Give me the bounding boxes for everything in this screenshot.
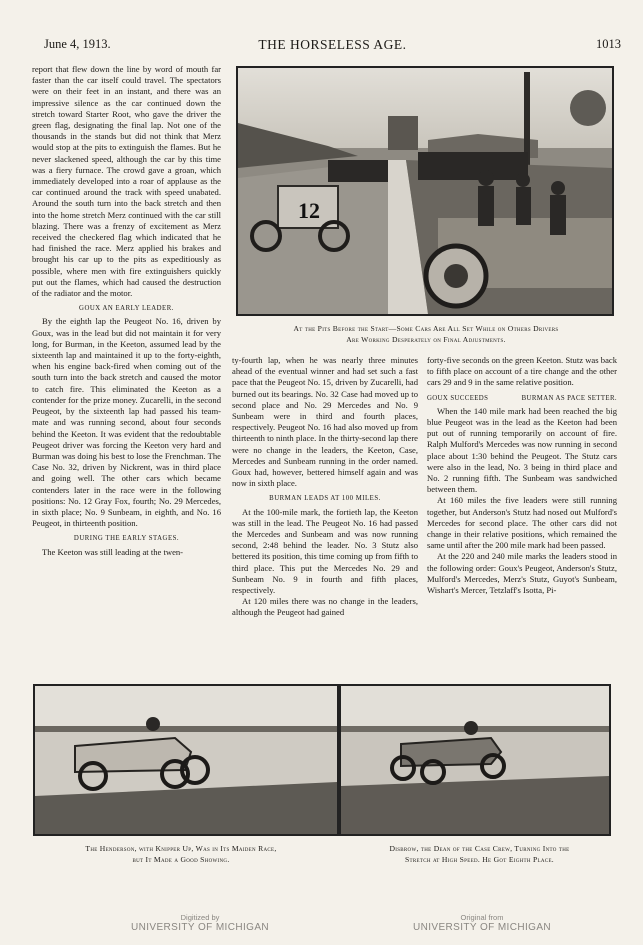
paragraph: When the 140 mile mark had been reached the big blue Peugeot was in the lead as the Keeton had been put out of running temporarily on account of fire. Ralph Mulford's Mercedes was now running in second place about 1:30 behind the Peugeot. The Stutz cars were also in the lead, No. 3 being in third place and No. 2 running fifth. The Sunbeam was sandwiched between them. (427, 405, 617, 495)
paragraph: At the 220 and 240 mile marks the leaders stood in the following order: Goux's Peugeot, Anderson's Stutz, Mulford's Mercedes, Merz's Stutz, Guyot's Sunbeam, Wishart's Mercer, Tetzlaff's Isotta, Pi- (427, 551, 617, 596)
subheading: BURMAN LEADS AT 100 MILES. (269, 495, 381, 503)
digitized-by-watermark: Digitized by UNIVERSITY OF MICHIGAN (130, 913, 270, 933)
paragraph: By the eighth lap the Peugeot No. 16, driven by Goux, was in the lead but did not maintain it for very long, for Burman, in the Keeton, assumed lead by the sixteenth lap and maintained it up to the forty-eighth, when his engine back-fired when coming out of the south turn into the back stretch and caused the motor to catch fire. This eliminated the Keeton as a contender for the prize money. Zucarelli, in the second Peugeot, by the sixteenth lap had passed his team-mate and was running second, about four seconds behind the Keeton. It was evident that the redoubtable Peugeot driver was forcing the Keeton very hard and Burman was doing his best to lose the Frenchman. The Case No. 32, driven by Nickrent, was in third place and going well. The other cars which became contenders later in the race were in the following positions: No. 12 Gray Fox, fourth; No. 29 Mercedes, in sixth place; No. 9 Sunbeam, in eighth, and No. 16 Peugeot, in thirteenth position. (32, 316, 221, 529)
paragraph: forty-five seconds on the green Keeton. Stutz was back to fifth place on account of a tire change and the other cars 29 and 9 in the same relative position. (427, 355, 617, 388)
text-column-1 (32, 64, 221, 558)
paragraph: At the 100-mile mark, the fortieth lap, the Keeton was still in the lead. The Peugeot No. 16 had passed the Mercedes and Sunbeam and was now running second, 2:48 behind the leader. No. 3 Stutz also bettered its position, this time coming up from fifth to third place. This put the Mercedes No. 29 and Sunbeam No. 9 in fourth and fifth places, respectively. (232, 506, 418, 596)
subheading: GOUX SUCCEEDS BURMAN AS PACE SETTER. (427, 394, 617, 402)
photo-disbrow (339, 684, 611, 836)
photo-caption-right: Disbrow, the Dean of the Case Crew, Turning Into the Stretch at High Speed. He Got Eighth Place. (389, 844, 570, 864)
subheading: GOUX AN EARLY LEADER. (79, 305, 174, 313)
original-from-watermark: Original from UNIVERSITY OF MICHIGAN (412, 913, 552, 933)
photo-caption-left: The Henderson, with Knipper Up, Was in Its Maiden Race, but It Made a Good Showing. (85, 844, 277, 864)
paragraph: At 120 miles there was no change in the leaders, although the Peugeot had gained (232, 596, 418, 618)
photo-pits (236, 66, 614, 316)
photo-caption-top: At the Pits Before the Start—Some Cars Are All Set While on Others Drivers Are Working Desperately on Final Adjustments. (293, 324, 559, 344)
page-number: 1013 (596, 37, 621, 51)
running-header (44, 37, 621, 55)
issue-date: June 4, 1913. (44, 37, 111, 51)
paragraph: ty-fourth lap, when he was nearly three minutes ahead of the eventual winner and had set such a fast pace that the Peugeot No. 15, driven by Zucarelli, had burned out its bearings. No. 32 Case had moved up to second place and No. 29 Mercedes and No. 9 Sunbeam were in third and fourth places, respectively. Peugeot No. 16 had also moved up from thirteenth to ninth place. In the thirty-second lap there were no change in the leaders, the Keeton, Case, Mercedes and Sunbeam running in the order named. Goux had, however, bettered himself again and was now in sixth place. (232, 355, 418, 489)
photo-henderson (33, 684, 339, 836)
paragraph: At 160 miles the five leaders were still running together, but Anderson's Stutz had nosed out Mulford's Mercedes for second place. The other cars did not change in their relative positions, which remained the same until after the 200 mile mark had been passed. (427, 495, 617, 551)
paragraph: The Keeton was still leading at the twen- (42, 546, 184, 557)
paragraph: report that flew down the line by word of mouth far faster than the car itself could travel. The spectators were on their feet in an instant, and there was an impressive silence as the car continued down the stretch toward Starter Root, who gave the driver the green flag, designating the final lap. Not one of the thousands in the stands but did not think that Merz would stop at the pits to extinguish the flames. But he never slackened speed, although the car by this time was a fiery furnace. The crowd gave a groan, which immediately developed into a roar of applause as the car continued around the track with speed unabated. Around the south turn into the back stretch and then into the home stretch Merz continued with the car still blazing. There was a frenzy of excitement as Merz received the checkered flag which indicated that he had finished the race. Merz applied his brakes and brought his car up to the pits as expeditiously as possible, where men with fire extinguishers quickly put out the flames, which had caused the destruction of the radiator and the motor. (32, 64, 221, 299)
journal-title: THE HORSELESS AGE. (258, 37, 407, 52)
car-number-label: 12 (298, 198, 320, 223)
text-column-2 (232, 355, 418, 619)
subheading: DURING THE EARLY STAGES. (73, 535, 180, 543)
text-column-3 (427, 355, 617, 596)
